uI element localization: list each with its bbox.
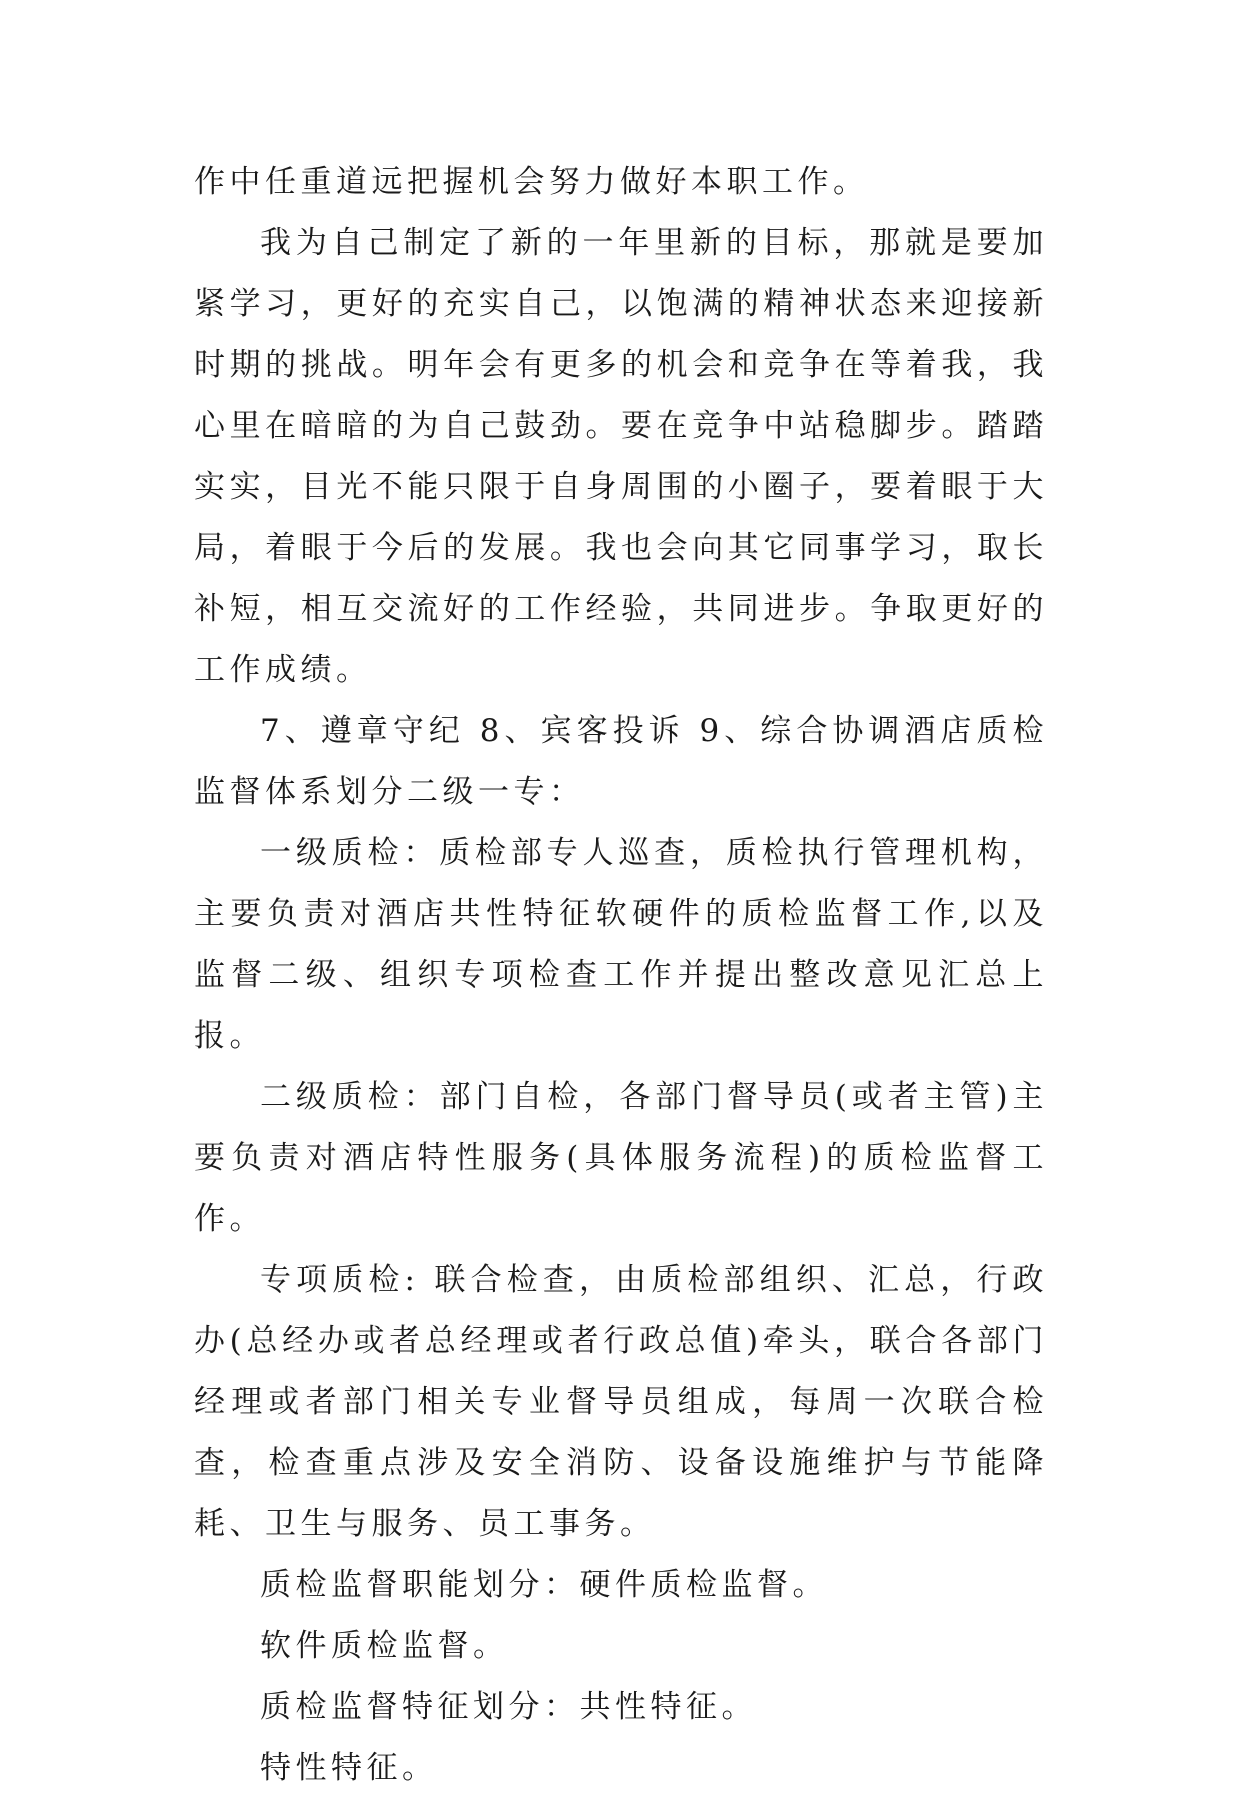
paragraph-goals: 我为自己制定了新的一年里新的目标，那就是要加紧学习，更好的充实自己，以饱满的精神状态来迎接新时期的挑战。明年会有更多的机会和竞争在等着我，我心里在暗暗的为自己鼓劲。要在竞争中站稳脚步。踏踏实实，目光不能只限于自身周围的小圈子，要着眼于大局，着眼于今后的发展。我也会向其它同事学习，取长补短，相互交流好的工作经验，共同进步。争取更好的工作成绩。 bbox=[194, 225, 1048, 688]
paragraph-function-division: 质检监督职能划分：硬件质检监督。 bbox=[260, 1567, 828, 1603]
paragraph-special-inspection: 专项质检: 联合检查，由质检部组织、汇总，行政办(总经办或者总经理或者行政总值)牵头，联合各部门经理或者部门相关专业督导员组成，每周一次联合检查，检查重点涉及安全消防、设备设施维护与节能降耗、卫生与服务、员工事务。 bbox=[194, 1262, 1048, 1542]
paragraph-level-two-inspection: 二级质检：部门自检，各部门督导员(或者主管)主要负责对酒店特性服务(具体服务流程)的质检监督工作。 bbox=[194, 1079, 1048, 1237]
paragraph-feature-division: 质检监督特征划分：共性特征。 bbox=[260, 1689, 757, 1725]
paragraph-system-division: 7、遵章守纪 8、宾客投诉 9、综合协调酒店质检监督体系划分二级一专： bbox=[194, 713, 1048, 810]
paragraph-continuation: 作中任重道远把握机会努力做好本职工作。 bbox=[194, 164, 869, 200]
document-body bbox=[194, 152, 1048, 1799]
paragraph-level-one-inspection: 一级质检：质检部专人巡查，质检执行管理机构，主要负责对酒店共性特征软硬件的质检监督工作,以及监督二级、组织专项检查工作并提出整改意见汇总上报。 bbox=[194, 835, 1048, 1054]
paragraph-specific-feature: 特性特征。 bbox=[260, 1750, 438, 1786]
paragraph-software-inspection: 软件质检监督。 bbox=[260, 1628, 509, 1664]
